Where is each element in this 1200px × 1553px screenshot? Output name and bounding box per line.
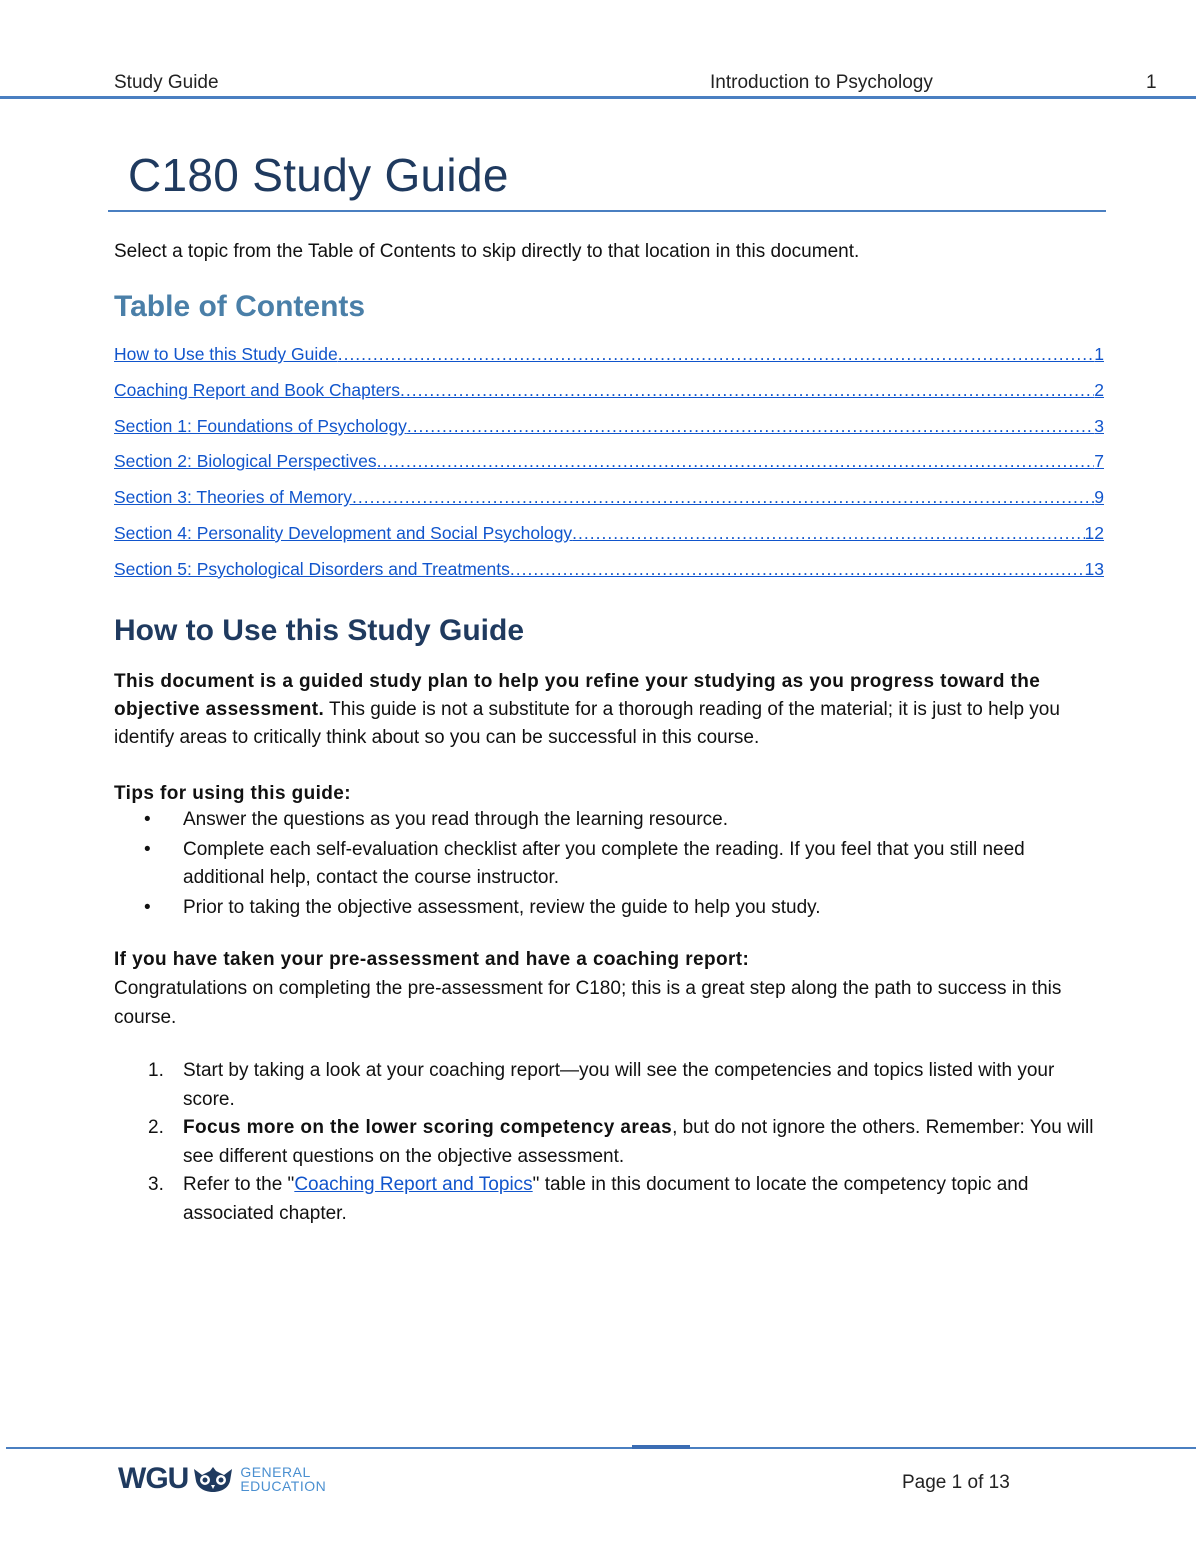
title-divider bbox=[108, 210, 1106, 212]
coaching-paragraph: Congratulations on completing the pre-assessment for C180; this is a great step along the path to success in this course. bbox=[114, 978, 1062, 1028]
toc-link-section-2[interactable] bbox=[114, 451, 1104, 487]
toc-entry-label[interactable]: Section 2: Biological Perspectives bbox=[114, 451, 377, 472]
list-item bbox=[114, 1114, 1104, 1171]
tips-list bbox=[114, 806, 1104, 922]
list-item bbox=[114, 1171, 1104, 1228]
lead-paragraph bbox=[114, 668, 1104, 752]
tip-text: Complete each self-evaluation checklist after you complete the reading. If you feel that you still need additional help, contact the course instructor. bbox=[183, 839, 1025, 888]
tip-text: Prior to taking the objective assessment, review the guide to help you study. bbox=[183, 897, 821, 918]
toc-entry-label[interactable]: Section 5: Psychological Disorders and Treatments bbox=[114, 558, 510, 579]
toc-entry-label[interactable]: Section 4: Personality Development and Social Psychology bbox=[114, 522, 573, 543]
section-heading-how-to-use: How to Use this Study Guide bbox=[114, 614, 525, 647]
toc-entry-page[interactable]: 13 bbox=[1084, 558, 1104, 579]
step-bold-text: Focus more on the lower scoring competency areas bbox=[183, 1117, 673, 1138]
step-text: , but do not ignore the others. Remember: You will see different questions on the objective assessment. bbox=[183, 1117, 1094, 1167]
toc-leader bbox=[510, 559, 1085, 580]
footer-divider bbox=[6, 1447, 1196, 1449]
toc-link-coaching-report[interactable] bbox=[114, 380, 1104, 416]
bullet-icon: • bbox=[144, 839, 151, 860]
toc-entry-label[interactable]: Section 1: Foundations of Psychology bbox=[114, 415, 407, 436]
toc-entry-label[interactable]: Section 3: Theories of Memory bbox=[114, 487, 352, 508]
logo-subtitle-line2: EDUCATION bbox=[240, 1478, 327, 1494]
toc-entry-page[interactable]: 12 bbox=[1084, 522, 1104, 543]
toc-entry-label[interactable]: How to Use this Study Guide bbox=[114, 344, 338, 364]
step-number: 1. bbox=[148, 1060, 164, 1081]
step-number: 3. bbox=[148, 1174, 164, 1195]
toc-leader bbox=[400, 380, 1094, 401]
toc-entry-page[interactable]: 1 bbox=[1094, 344, 1104, 364]
list-item bbox=[114, 806, 1104, 834]
wgu-logo bbox=[118, 1462, 326, 1496]
toc-heading: Table of Contents bbox=[114, 290, 366, 323]
list-item bbox=[114, 836, 1104, 892]
header-course-name: Introduction to Psychology bbox=[710, 72, 933, 93]
toc-link-section-1[interactable] bbox=[114, 416, 1104, 452]
toc-entry-page[interactable]: 9 bbox=[1094, 487, 1104, 508]
toc-leader bbox=[407, 416, 1094, 437]
bullet-icon: • bbox=[144, 809, 151, 830]
toc-leader bbox=[352, 487, 1094, 508]
header-divider bbox=[0, 96, 1196, 99]
header-page-number: 1 bbox=[1146, 72, 1157, 93]
toc-link-section-5[interactable] bbox=[114, 559, 1104, 595]
footer-page-label: Page 1 of 13 bbox=[902, 1472, 1010, 1493]
logo-subtitle bbox=[240, 1465, 326, 1493]
coaching-heading: If you have taken your pre-assessment and have a coaching report: bbox=[114, 949, 750, 970]
footer-accent-tab bbox=[632, 1445, 690, 1449]
toc-entry-label[interactable]: Coaching Report and Book Chapters bbox=[114, 379, 401, 400]
toc-leader bbox=[572, 523, 1084, 544]
tip-text: Answer the questions as you read through the learning resource. bbox=[183, 809, 728, 830]
bullet-icon: • bbox=[144, 897, 151, 918]
step-text: Start by taking a look at your coaching report—you will see the competencies and topics listed with your score. bbox=[183, 1060, 1055, 1110]
list-item bbox=[114, 894, 1104, 922]
toc-entry-page[interactable]: 7 bbox=[1094, 451, 1104, 472]
list-item bbox=[114, 1057, 1104, 1114]
toc-leader bbox=[377, 451, 1095, 472]
step-text-post: " table in this document to locate the competency topic and associated chapter. bbox=[183, 1174, 1029, 1224]
toc-link-how-to-use[interactable] bbox=[114, 344, 1104, 380]
step-text-pre: Refer to the " bbox=[183, 1174, 295, 1195]
toc-leader bbox=[338, 344, 1095, 365]
coaching-report-link[interactable]: Coaching Report and Topics bbox=[294, 1174, 533, 1195]
logo-subtitle-line1: GENERAL bbox=[240, 1464, 311, 1480]
lead-rest-text: This guide is not a substitute for a thorough reading of the material; it is just to help you identify areas to critically think about so you can be successful in this course. bbox=[114, 699, 1060, 748]
logo-wordmark: WGU bbox=[118, 1462, 189, 1495]
header-doc-type: Study Guide bbox=[114, 72, 219, 93]
toc-entry-page[interactable]: 3 bbox=[1094, 415, 1104, 436]
lead-bold-text: This document is a guided study plan to help you refine your studying as you progress toward the objective assessment. bbox=[114, 671, 1041, 720]
toc-link-section-3[interactable] bbox=[114, 487, 1104, 523]
tips-heading: Tips for using this guide: bbox=[114, 783, 351, 804]
toc-link-section-4[interactable] bbox=[114, 523, 1104, 559]
table-of-contents bbox=[114, 344, 1104, 595]
document-title: C180 Study Guide bbox=[128, 149, 509, 201]
steps-list bbox=[114, 1057, 1104, 1228]
toc-entry-page[interactable]: 2 bbox=[1094, 379, 1104, 400]
step-number: 2. bbox=[148, 1117, 164, 1138]
owl-logo-icon bbox=[192, 1465, 234, 1493]
intro-text: Select a topic from the Table of Contents to skip directly to that location in this document. bbox=[114, 241, 860, 262]
